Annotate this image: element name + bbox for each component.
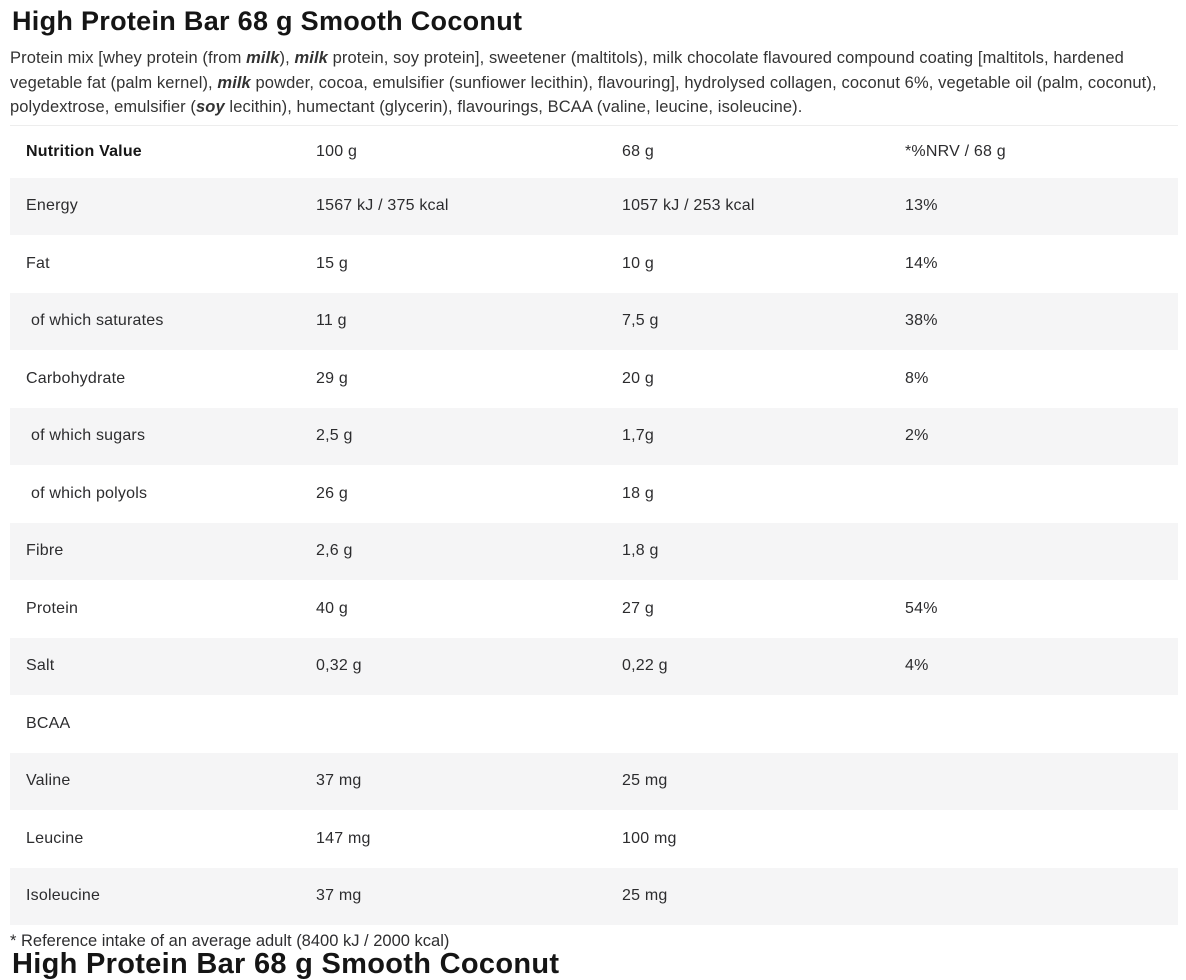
row-value: 29 g bbox=[316, 369, 348, 387]
allergen-emphasis: milk bbox=[294, 49, 328, 67]
nutrition-table bbox=[10, 125, 1178, 926]
row-label: Valine bbox=[26, 772, 71, 790]
page-title: High Protein Bar 68 g Smooth Coconut bbox=[12, 6, 523, 36]
row-value: 37 mg bbox=[316, 772, 362, 790]
row-label: Fibre bbox=[26, 542, 64, 560]
ingredients-segment: lecithin), humectant (glycerin), flavourings, BCAA (valine, leucine, isoleucine). bbox=[224, 98, 803, 116]
row-value: 147 mg bbox=[316, 829, 371, 847]
row-value: 25 mg bbox=[622, 887, 668, 905]
row-value: 2% bbox=[905, 427, 929, 445]
ingredients-segment: protein, soy protein], sweetener (maltitols), milk chocolate flavoured compound coating [maltitols, hardened vegetable fat (palm kernel), bbox=[10, 49, 1124, 92]
row-value: 0,22 g bbox=[622, 657, 668, 675]
row-label: Fat bbox=[26, 254, 50, 272]
row-value: 20 g bbox=[622, 369, 654, 387]
table-body bbox=[10, 178, 1178, 926]
row-label: Carbohydrate bbox=[26, 369, 126, 387]
row-label: Isoleucine bbox=[26, 887, 101, 905]
row-value: 7,5 g bbox=[622, 312, 659, 330]
table-row bbox=[10, 178, 1178, 236]
row-value: 10 g bbox=[622, 254, 654, 272]
table-row bbox=[10, 638, 1178, 696]
table-row bbox=[10, 350, 1178, 408]
nutrition-document-page bbox=[0, 4, 1186, 980]
table-row bbox=[10, 465, 1178, 523]
table-row bbox=[10, 523, 1178, 581]
column-header-100g: 100 g bbox=[316, 142, 358, 160]
row-value: 25 mg bbox=[622, 772, 668, 790]
row-value: 54% bbox=[905, 599, 938, 617]
table-header-row bbox=[10, 126, 1178, 178]
row-label: of which saturates bbox=[31, 312, 164, 330]
row-value: 15 g bbox=[316, 254, 348, 272]
table-row bbox=[10, 408, 1178, 466]
table-row bbox=[10, 235, 1178, 293]
row-label: of which sugars bbox=[31, 427, 146, 445]
row-value: 11 g bbox=[316, 312, 347, 330]
row-value: 2,5 g bbox=[316, 427, 353, 445]
row-value: 27 g bbox=[622, 599, 654, 617]
row-value: 4% bbox=[905, 657, 929, 675]
ingredients-text bbox=[10, 46, 1178, 120]
table-row bbox=[10, 868, 1178, 926]
row-value: 1,7g bbox=[622, 427, 654, 445]
row-value: 26 g bbox=[316, 484, 348, 502]
row-value: 18 g bbox=[622, 484, 654, 502]
row-value: 13% bbox=[905, 197, 938, 215]
row-value: 0,32 g bbox=[316, 657, 362, 675]
row-value: 2,6 g bbox=[316, 542, 353, 560]
row-value: 1,8 g bbox=[622, 542, 659, 560]
row-label: of which polyols bbox=[31, 484, 148, 502]
row-label: Salt bbox=[26, 657, 55, 675]
row-value: 37 mg bbox=[316, 887, 362, 905]
allergen-emphasis: milk bbox=[217, 73, 251, 92]
ingredients-segment: Protein mix [whey protein (from bbox=[10, 49, 247, 67]
ingredients-segment: ), bbox=[279, 49, 295, 67]
row-value: 1567 kJ / 375 kcal bbox=[316, 197, 449, 215]
row-value: 38% bbox=[905, 312, 938, 330]
table-row bbox=[10, 580, 1178, 638]
row-label: BCAA bbox=[26, 714, 71, 732]
row-value: 14% bbox=[905, 254, 938, 272]
row-label: Protein bbox=[26, 599, 79, 617]
row-label: Leucine bbox=[26, 829, 84, 847]
reference-intake-note: * Reference intake of an average adult (8400 kJ / 2000 kcal) bbox=[10, 932, 450, 950]
table-row bbox=[10, 293, 1178, 351]
allergen-emphasis: soy bbox=[196, 98, 225, 116]
column-header-68g: 68 g bbox=[622, 142, 654, 160]
table-row bbox=[10, 695, 1178, 753]
row-value: 8% bbox=[905, 369, 929, 387]
row-value: 1057 kJ / 253 kcal bbox=[622, 197, 755, 215]
column-header-nutrition-value: Nutrition Value bbox=[26, 142, 142, 160]
row-value: 40 g bbox=[316, 599, 348, 617]
table-row bbox=[10, 810, 1178, 868]
bottom-heading-cutoff: High Protein Bar 68 g Smooth Coconut bbox=[12, 948, 560, 980]
row-label: Energy bbox=[26, 197, 78, 215]
column-header-nrv: *%NRV / 68 g bbox=[905, 142, 1006, 160]
allergen-emphasis: milk bbox=[246, 49, 280, 67]
table-row bbox=[10, 753, 1178, 811]
ingredients-segment: powder, cocoa, emulsifier (sunfiower lecithin), flavouring], hydrolysed collagen, coconut 6%, vegetable oil (palm, coconut), polydextrose, emulsifier ( bbox=[10, 73, 1157, 116]
row-value: 100 mg bbox=[622, 829, 677, 847]
